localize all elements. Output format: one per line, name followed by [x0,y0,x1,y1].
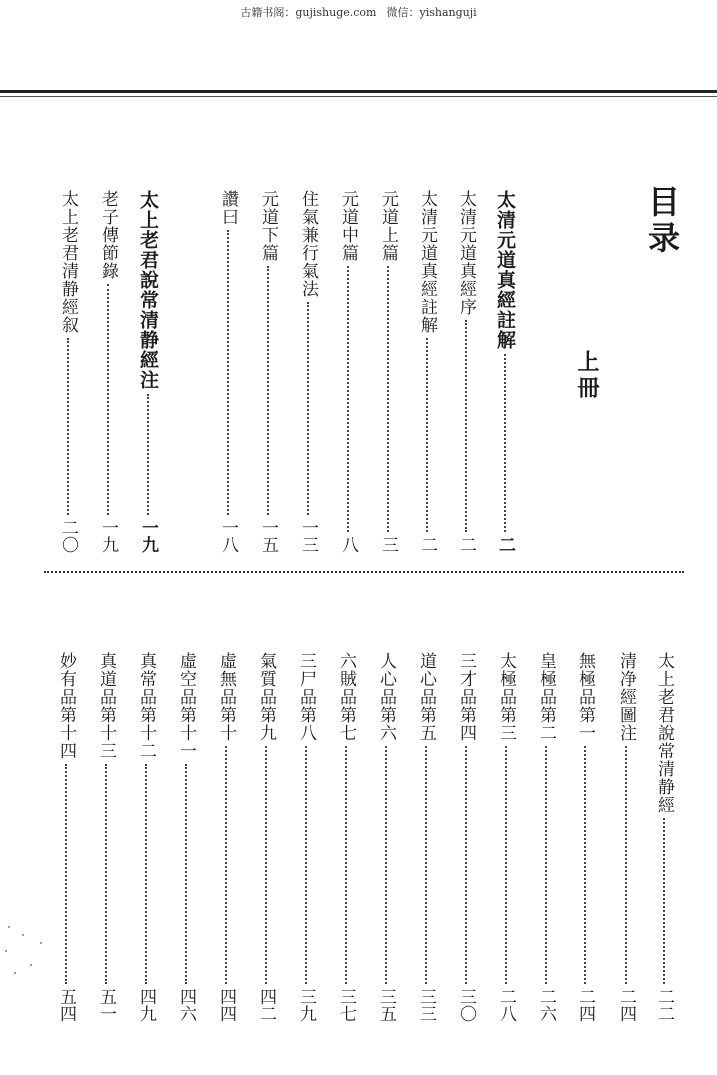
top-entry-page: 二〇 [58,519,78,553]
top-entry-title: 元道下篇 [258,190,278,262]
bottom-entry-leader [385,746,387,984]
bottom-entry-page: 三七 [336,988,356,1022]
top-rule [0,90,717,93]
top-entry-title: 太清元道真經序 [456,190,476,316]
bottom-entry[interactable] [174,652,198,1022]
top-entry[interactable] [493,190,517,553]
top-entry-title: 老子傳節錄 [98,190,118,280]
bottom-entry-leader [65,764,67,984]
bottom-entry-page: 四九 [136,988,156,1022]
bottom-entry-title: 妙有品第十四 [56,652,76,760]
bottom-entry-title: 三才品第四 [456,652,476,742]
top-entry-page: 二 [417,536,437,553]
bottom-entry-page: 三九 [296,988,316,1022]
bottom-entry-page: 二二 [654,988,674,1022]
top-rule-thin [0,96,717,97]
bottom-entry-page: 四二 [256,988,276,1022]
top-entry-title: 太上老君說常清静經注 [137,190,159,390]
top-entry-leader [107,284,109,515]
top-entry[interactable] [376,190,400,553]
top-entry-leader [147,394,149,515]
top-entry-page: 八 [338,536,358,553]
top-entry-leader [387,266,389,532]
bottom-entry[interactable] [254,652,278,1022]
bottom-entry-leader [625,746,627,984]
top-entry-title: 元道中篇 [338,190,358,262]
bottom-entry-title: 太極品第三 [496,652,516,742]
bottom-entry-title: 人心品第六 [376,652,396,742]
bottom-entry[interactable] [614,652,638,1022]
bottom-entry-title: 六賊品第七 [336,652,356,742]
top-entry[interactable] [56,190,80,553]
bottom-entry-page: 四四 [216,988,236,1022]
bottom-entry-leader [225,746,227,984]
bottom-entry-title: 清净經圖注 [616,652,636,742]
bottom-entry[interactable] [294,652,318,1022]
bottom-entry[interactable] [374,652,398,1022]
bottom-entry-title: 虛空品第十一 [176,652,196,760]
top-entry[interactable] [96,190,120,553]
bottom-entry-title: 太上老君說常清静經 [654,652,674,814]
bottom-entry-title: 無極品第一 [575,652,595,742]
bottom-entry-page: 三五 [376,988,396,1022]
top-entry-page: 一八 [218,519,238,553]
bottom-entry-title: 道心品第五 [416,652,436,742]
bottom-entry[interactable] [134,652,158,1022]
bottom-entry-page: 二八 [496,988,516,1022]
bottom-entry-leader [265,746,267,984]
top-entry[interactable] [415,190,439,553]
top-entry-page: 一九 [138,519,158,553]
top-entry-page: 三 [378,536,398,553]
bottom-entry-leader [185,764,187,984]
top-entry-title: 太上老君清静經叙 [58,190,78,334]
bottom-entry-page: 二四 [616,988,636,1022]
top-entry-leader [307,302,309,515]
wechat-label: 微信：yishanguji [386,6,477,19]
bottom-entry-leader [145,764,147,984]
bottom-entry-title: 虛無品第十 [216,652,236,742]
bottom-entry-leader [425,746,427,984]
top-entry[interactable] [136,190,160,553]
top-entry[interactable] [216,190,240,553]
top-entry[interactable] [296,190,320,553]
top-entry-page: 二 [495,536,515,553]
top-entry-title: 太清元道真經註解 [494,190,516,350]
bottom-entry[interactable] [573,652,597,1022]
top-entry-page: 一五 [258,519,278,553]
top-entry-title: 讚曰 [218,190,238,226]
bottom-entry-page: 三〇 [456,988,476,1022]
top-entry[interactable] [454,190,478,553]
bottom-entry-leader [663,818,665,984]
top-entry-leader [504,354,506,532]
scan-specks [0,920,60,980]
bottom-entry-page: 四六 [176,988,196,1022]
bottom-entry-leader [305,746,307,984]
top-entry-page: 一三 [298,519,318,553]
bottom-entry-page: 三三 [416,988,436,1022]
bottom-entry-page: 二六 [536,988,556,1022]
bottom-entry-title: 三尸品第八 [296,652,316,742]
site-watermark [0,0,717,24]
top-entry[interactable] [336,190,360,553]
bottom-entry[interactable] [94,652,118,1022]
site-label: 古籍书阁：gujishuge.com [240,6,377,19]
bottom-entry-leader [345,746,347,984]
bottom-entry-leader [545,746,547,984]
volume-heading: 上冊 [574,350,600,402]
top-entry-leader [67,338,69,515]
bottom-entry-leader [465,746,467,984]
bottom-entry-leader [505,746,507,984]
top-entry-title: 太清元道真經註解 [417,190,437,334]
bottom-entry-title: 氣質品第九 [256,652,276,742]
bottom-entry-title: 真道品第十三 [96,652,116,760]
top-entry-title: 住氣兼行氣法 [298,190,318,298]
bottom-entry-leader [584,746,586,984]
top-entry-page: 一九 [98,519,118,553]
page-title: 目录 [643,185,681,257]
top-entry-leader [465,320,467,532]
bottom-entry[interactable] [334,652,358,1022]
top-entry-leader [227,230,229,515]
bottom-entry[interactable] [534,652,558,1022]
bottom-entry[interactable] [214,652,238,1022]
top-entry-leader [347,266,349,532]
top-entry-leader [267,266,269,515]
bottom-entry[interactable] [454,652,478,1022]
top-entry[interactable] [256,190,280,553]
bottom-entry-page: 五一 [96,988,116,1022]
bottom-entry[interactable] [414,652,438,1022]
bottom-entry-title: 皇極品第二 [536,652,556,742]
bottom-entry[interactable] [652,652,676,1022]
bottom-entry-title: 真常品第十二 [136,652,156,760]
bottom-entry[interactable] [494,652,518,1022]
section-divider [44,571,684,573]
top-entry-leader [426,338,428,532]
bottom-entry-page: 二四 [575,988,595,1022]
bottom-entry-page: 五四 [56,988,76,1022]
bottom-entry-leader [105,764,107,984]
top-entry-title: 元道上篇 [378,190,398,262]
top-entry-page: 二 [456,536,476,553]
